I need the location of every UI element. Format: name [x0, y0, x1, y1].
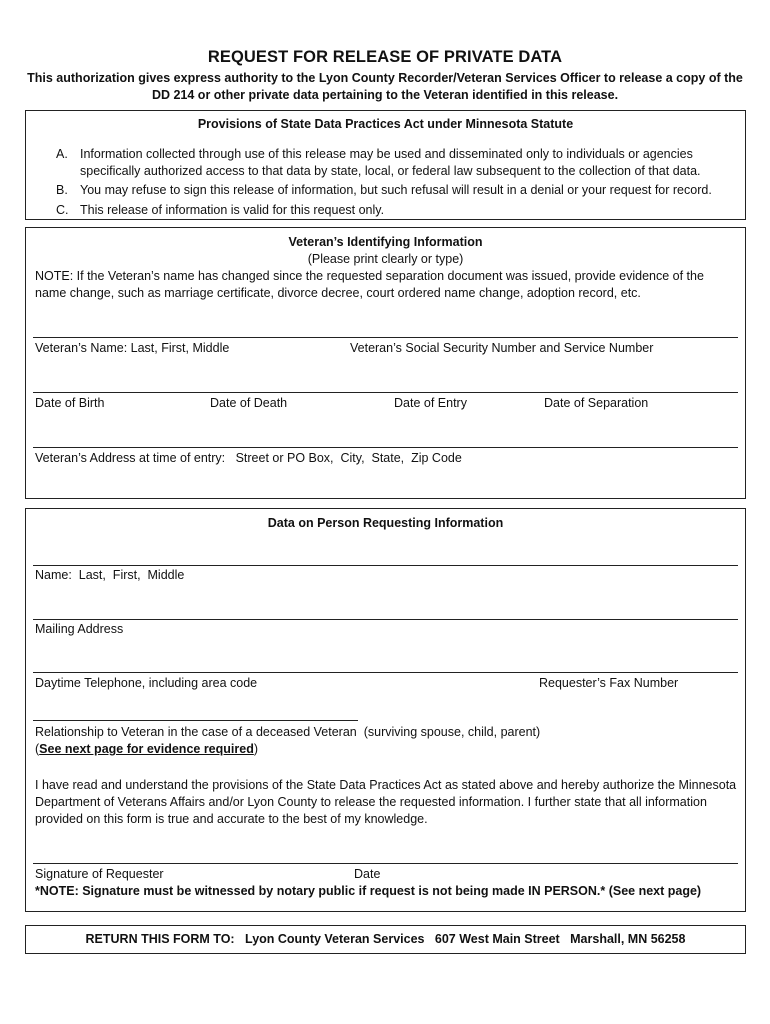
mailing-address-line[interactable]: [33, 619, 738, 620]
notary-note: *NOTE: Signature must be witnessed by notary public if request is not being made IN PERSON.* (See next page): [35, 884, 702, 898]
requester-heading: Data on Person Requesting Information: [267, 516, 504, 530]
evidence-paren-open: (: [35, 742, 40, 756]
provision-item: [34, 202, 744, 219]
requester-name-label: Name: Last, First, Middle: [35, 568, 185, 582]
telephone-label: Daytime Telephone, including area code: [35, 676, 258, 690]
provision-marker: B.: [56, 183, 68, 197]
relationship-label: Relationship to Veteran in the case of a deceased Veteran (surviving spouse, child, parent): [35, 725, 541, 739]
provisions-list: [34, 146, 744, 222]
evidence-link[interactable]: See next page for evidence required: [39, 742, 254, 756]
signature-label: Signature of Requester: [35, 867, 164, 881]
relationship-line[interactable]: [33, 720, 358, 721]
signature-date-label: Date: [354, 867, 381, 881]
date-of-separation-label: Date of Separation: [544, 396, 649, 410]
provision-text: You may refuse to sign this release of information, but such refusal will result in a denial or your request for record.: [80, 183, 712, 197]
requester-name-line[interactable]: [33, 565, 738, 566]
provision-marker: A.: [56, 147, 68, 161]
signature-line[interactable]: [33, 863, 738, 864]
veteran-subheading: (Please print clearly or type): [307, 252, 464, 266]
provision-item: [34, 182, 744, 199]
date-of-birth-label: Date of Birth: [35, 396, 105, 410]
veteran-dates-line[interactable]: [33, 392, 738, 393]
authorization-intro: This authorization gives express authority to the Lyon County Recorder/Veteran Services Officer to release a copy of the DD 214 or other private data pertaining to the Veteran identified in this release.: [27, 71, 743, 102]
veteran-name-label: Veteran’s Name: Last, First, Middle: [35, 341, 230, 355]
veteran-address-line[interactable]: [33, 447, 738, 448]
fax-label: Requester’s Fax Number: [539, 676, 679, 690]
veteran-name-line[interactable]: [33, 337, 738, 338]
provision-item: [34, 146, 744, 180]
provision-marker: C.: [56, 203, 69, 217]
telephone-line[interactable]: [33, 672, 738, 673]
provisions-heading: Provisions of State Data Practices Act under Minnesota Statute: [197, 117, 574, 131]
date-of-entry-label: Date of Entry: [394, 396, 467, 410]
provision-text: Information collected through use of this release may be used and disseminated only to individuals or agencies specifically authorized access to that data by state, local, or federal law subsequent to the collection of that data.: [80, 147, 701, 178]
return-address: RETURN THIS FORM TO: Lyon County Veteran Services 607 West Main Street Marshall, MN 56258: [85, 932, 686, 946]
mailing-address-label: Mailing Address: [35, 622, 124, 636]
veteran-ssn-label: Veteran’s Social Security Number and Service Number: [350, 341, 654, 355]
evidence-paren-close: ): [253, 742, 259, 756]
provision-text: This release of information is valid for this request only.: [80, 203, 385, 217]
veteran-address-label: Veteran’s Address at time of entry: Street or PO Box, City, State, Zip Code: [35, 451, 462, 465]
name-change-note: NOTE: If the Veteran’s name has changed since the requested separation document was issued, provide evidence of the name change, such as marriage certificate, divorce decree, court ordered name change, adoption record, etc.: [35, 269, 704, 300]
veteran-heading: Veteran’s Identifying Information: [288, 235, 483, 249]
evidence-note: [35, 742, 258, 756]
certification-statement: I have read and understand the provisions of the State Data Practices Act as stated above and hereby authorize the Minnesota Department of Veterans Affairs and/or Lyon County to release the requested information. I further state that all information provided on this form is true and accurate to the best of my knowledge.: [35, 778, 737, 826]
date-of-death-label: Date of Death: [210, 396, 288, 410]
form-title: REQUEST FOR RELEASE OF PRIVATE DATA: [207, 48, 563, 66]
